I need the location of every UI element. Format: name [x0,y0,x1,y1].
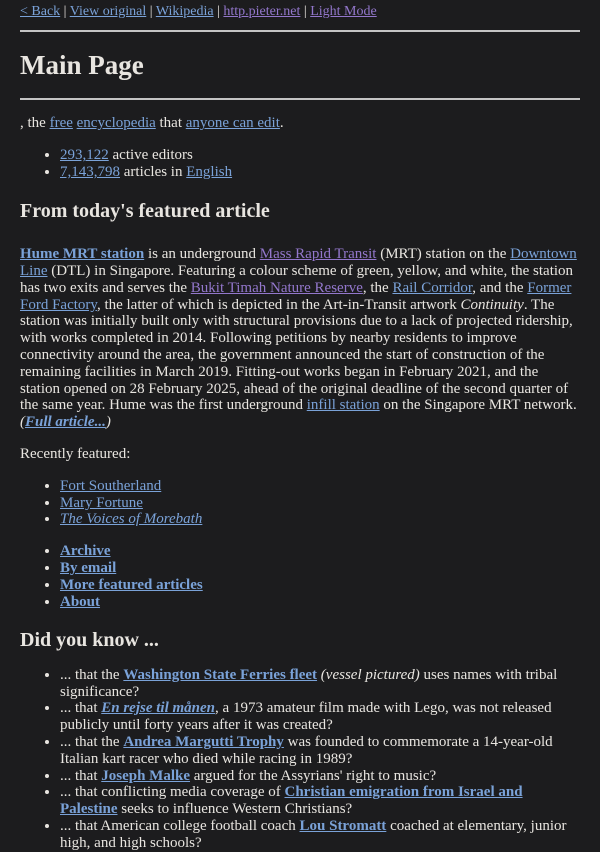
text-segment: coached at elementary, junior high, and high schools? [60,817,567,851]
active-editors-count-link[interactable]: 293,122 [60,147,109,164]
featured-article-paragraph [20,246,580,431]
recently-featured-label: Recently featured: [20,446,131,463]
mass-rapid-transit-link[interactable]: Mass Rapid Transit [259,246,377,263]
text-segment: , the [20,115,50,132]
recently-featured-item [60,495,580,512]
hume-mrt-station-link[interactable]: Hume MRT station [20,246,145,263]
featured-footer-link-item [60,560,580,577]
text-segment: (MRT) station on the [376,246,511,263]
text-segment: ... that American college football coach [60,817,300,834]
text-segment: ... that [60,700,102,717]
intro-tagline [20,115,580,132]
text-segment: | [213,4,224,19]
text-segment: . [279,115,284,132]
joseph-malke-link[interactable]: Joseph Malke [101,767,191,784]
text-segment: argued for the Assyrians' right to music? [190,767,437,784]
top-navigation [20,4,580,21]
did-you-know-item [60,818,580,852]
did-you-know-item [60,768,580,785]
by-email-link[interactable]: By email [60,560,117,577]
did-you-know-list [20,667,580,852]
text-segment: on the Singapore MRT network. [379,397,577,414]
text-segment: | [60,4,70,19]
page-title: Main Page [20,49,144,80]
did-you-know-item [60,734,580,768]
text-segment: active editors [108,147,193,164]
text-segment: ( [20,414,25,431]
wikipedia-link[interactable]: Wikipedia [155,4,214,19]
back-link[interactable]: < Back [20,4,61,19]
washington-state-ferries-fleet-link[interactable]: Washington State Ferries fleet [123,666,318,683]
stat-item [60,164,580,181]
mary-fortune-link[interactable]: Mary Fortune [60,494,143,511]
text-segment: . The station was initially built only with structural provisions due to a lack of projected ridership, with works completed in 2014. Following petitions by nearby residents to improve connectivity around the area, the government announced the start of construction of the remaining facilities in March 2019. Fitting-out works began in February 2021, and the station opened on 28 February 2025, ahead of the original deadline of the second quarter of the same year. Hume was the first underground [20,296,573,414]
text-segment: ... that [60,767,102,784]
light-mode-link[interactable]: Light Mode [310,4,377,19]
text-segment: (DTL) in Singapore. Featuring a colour scheme of green, yellow, and white, the station has two exits and serves the [20,263,574,296]
rail-corridor-link[interactable]: Rail Corridor [392,279,473,296]
text-segment: , the [362,279,393,296]
text-segment: articles in [120,164,187,181]
did-you-know-item [60,700,580,734]
anyone-can-edit-link[interactable]: anyone can edit [185,115,280,132]
text-segment: (vessel pictured) [320,666,420,683]
did-you-know-heading: Did you know ... [20,629,159,652]
recently-featured-item [60,511,580,528]
en-rejse-til-manen-link[interactable]: En rejse til månen [101,700,216,717]
text-segment: seeks to influence Western Christians? [117,801,353,818]
text-segment: , and the [472,279,528,296]
divider-under-title [20,98,580,100]
text-segment: that [155,115,186,132]
view-original-link[interactable]: View original [69,4,147,19]
recently-featured-item [60,478,580,495]
featured-footer-links-list [20,543,580,610]
featured-footer-link-item [60,577,580,594]
about-link[interactable]: About [60,593,101,610]
christian-emigration-link[interactable]: Christian emigration from Israel and Palestine [60,784,523,818]
downtown-line-link[interactable]: Downtown Line [20,246,577,280]
article-count-link[interactable]: 7,143,798 [60,164,120,181]
free-link[interactable]: free [49,115,73,132]
infill-station-link[interactable]: infill station [306,397,380,414]
andrea-margutti-trophy-link[interactable]: Andrea Margutti Trophy [123,733,284,750]
text-segment: | [300,4,311,19]
text-segment: | [146,4,156,19]
featured-article-heading: From today's featured article [20,199,270,222]
text-segment: uses names with tribal significance? [60,666,558,700]
voices-of-morebath-link[interactable]: The Voices of Morebath [60,511,203,528]
text-segment: was founded to commemorate a 14-year-old Italian kart racer who died while racing in 1989? [60,733,553,767]
pieter-net-link[interactable]: http.pieter.net [223,4,301,19]
former-ford-factory-link[interactable]: Former Ford Factory [20,279,572,313]
bukit-timah-nature-reserve-link[interactable]: Bukit Timah Nature Reserve [190,279,363,296]
more-featured-articles-link[interactable]: More featured articles [60,576,203,593]
featured-footer-link-item [60,543,580,560]
text-segment: ) [105,414,111,431]
english-link[interactable]: English [186,164,233,181]
did-you-know-item [60,784,580,818]
text-segment: ... that the [60,733,124,750]
text-segment: , the latter of which is depicted in the Art-in-Transit artwork [96,296,461,313]
text-segment: Continuity [460,296,524,313]
lou-stromatt-link[interactable]: Lou Stromatt [299,817,387,834]
recently-featured-list [20,478,580,528]
text-segment: is an underground [144,246,260,263]
did-you-know-item [60,667,580,701]
stat-item [60,147,580,164]
text-segment: ... that the [60,666,124,683]
text-segment: , a 1973 amateur film made with Lego, was not released publicly until forty years after it was created? [60,700,552,734]
featured-footer-link-item [60,594,580,611]
encyclopedia-link[interactable]: encyclopedia [76,115,156,132]
full-article-link[interactable]: Full article... [25,414,106,431]
divider-top [20,30,580,32]
site-stats-list [20,147,580,181]
archive-link[interactable]: Archive [60,543,111,560]
fort-southerland-link[interactable]: Fort Southerland [60,477,162,494]
text-segment: ... that conflicting media coverage of [60,784,285,801]
